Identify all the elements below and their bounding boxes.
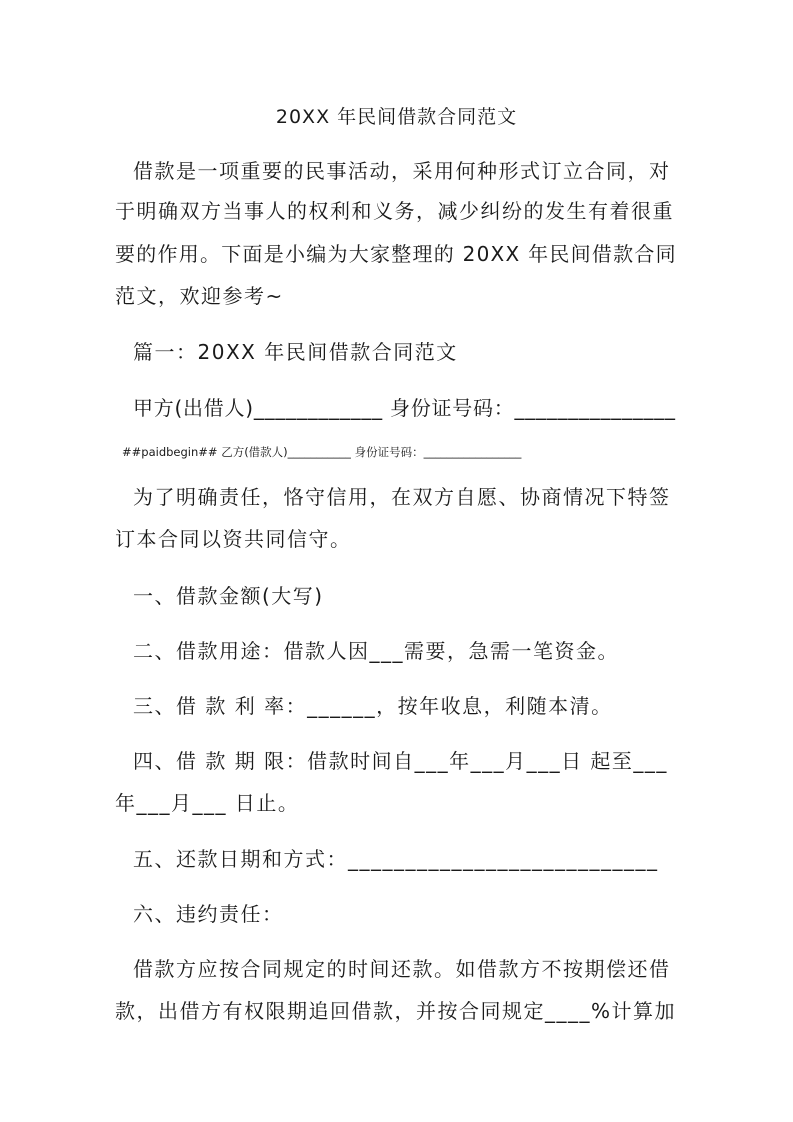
clause-purpose: 二、借款用途：借款人因___需要，急需一笔资金。 (133, 639, 619, 663)
breach-line-1: 借款方应按合同规定的时间还款。如借款方不按期偿还借 (133, 957, 671, 981)
clause-interest: 三、借 款 利 率：______，按年收息，利随本清。 (133, 694, 613, 718)
purpose-line-1: 为了明确责任，恪守信用，在双方自愿、协商情况下特签 (133, 485, 671, 509)
party-a-line: 甲方(出借人)____________ 身份证号码：_______________ (133, 396, 676, 420)
intro-line-3: 要的作用。下面是小编为大家整理的 20XX 年民间借款合同 (115, 242, 677, 266)
breach-line-2: 款，出借方有权限期追回借款，并按合同规定____%计算加 (115, 999, 677, 1023)
intro-line-2: 于明确双方当事人的权利和义务，减少纠纷的发生有着很重 (115, 199, 674, 223)
clause-repayment: 五、还款日期和方式：___________________________ (133, 847, 659, 871)
clause-term-line-2: 年___月___ 日止。 (115, 791, 300, 815)
section-heading: 篇一：20XX 年民间借款合同范文 (133, 340, 458, 364)
document-title: 20XX 年民间借款合同范文 (275, 106, 518, 128)
intro-line-4: 范文，欢迎参考~ (115, 284, 284, 308)
purpose-line-2: 订本合同以资共同信守。 (115, 527, 352, 551)
intro-line-1: 借款是一项重要的民事活动，采用何种形式订立合同，对 (133, 159, 671, 183)
clause-amount: 一、借款金额(大写) (133, 584, 324, 608)
party-b-line: ##paidbegin## 乙方(借款人)___________ 身份证号码：_________________ (122, 445, 522, 459)
clause-term-line-1: 四、借 款 期 限：借款时间自___年___月___日 起至___ (133, 749, 668, 773)
clause-breach-heading: 六、违约责任： (133, 902, 284, 926)
